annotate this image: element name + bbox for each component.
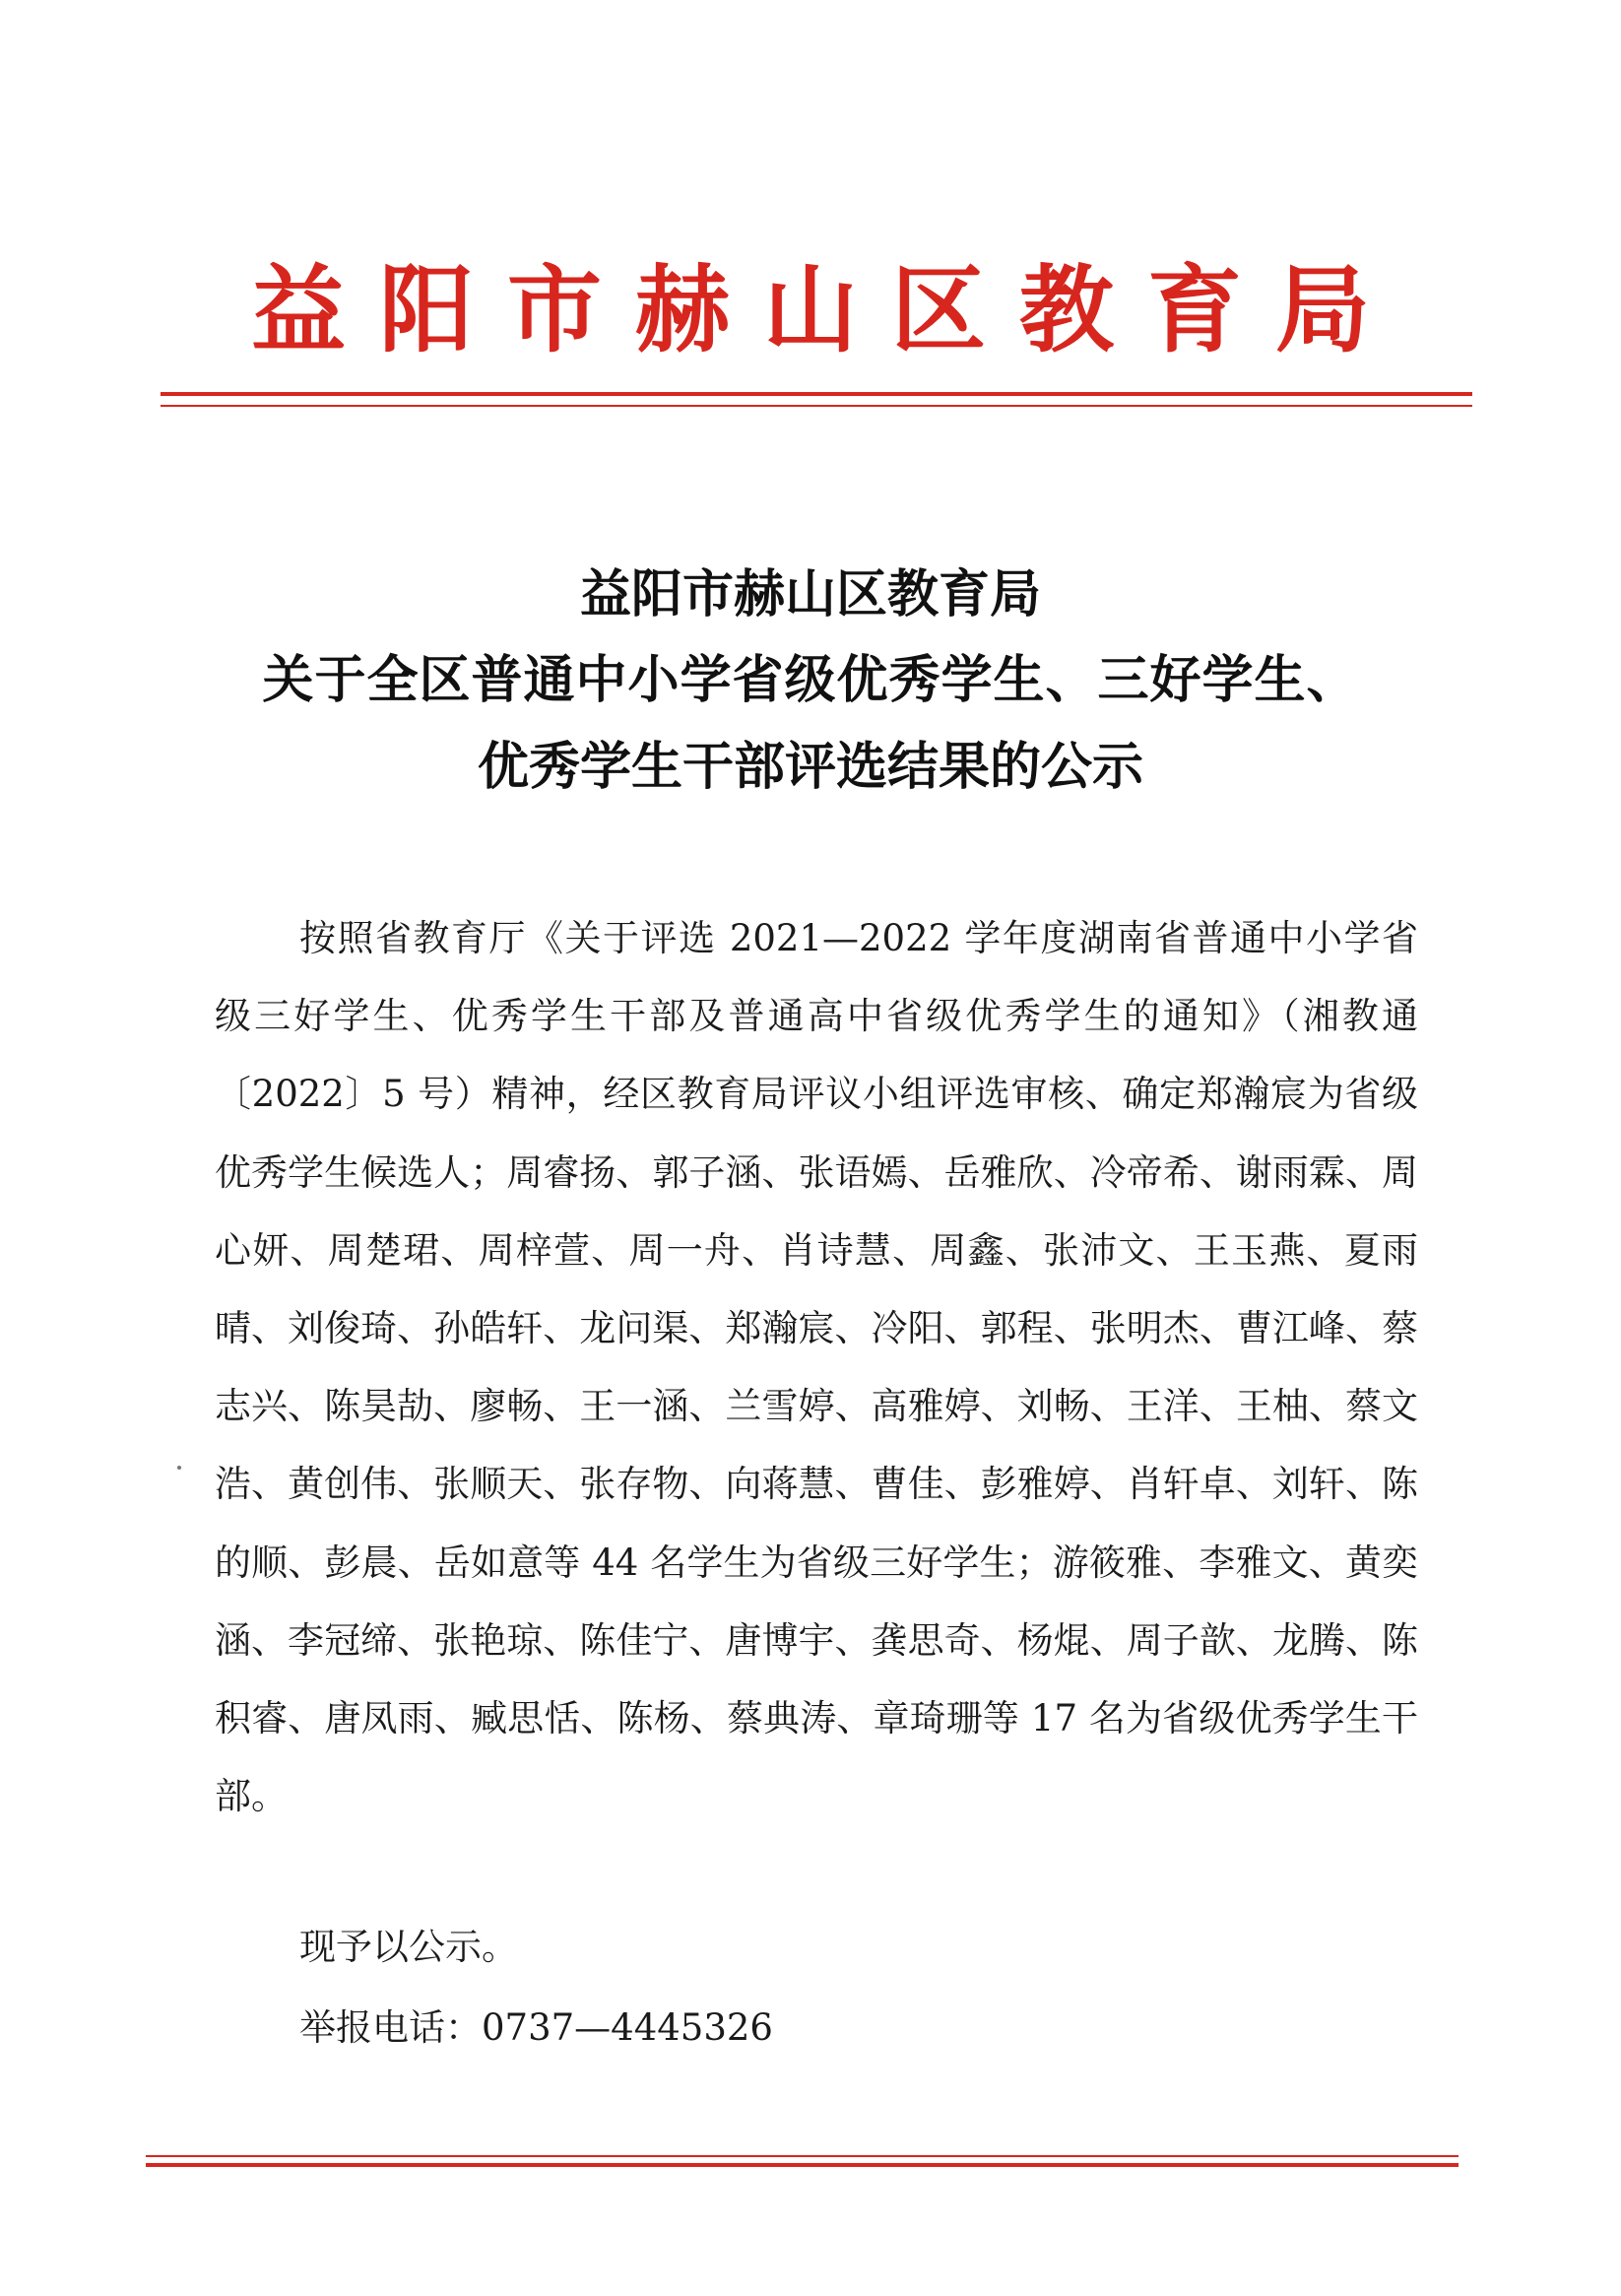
report-phone: 举报电话：0737—4445326	[299, 2006, 773, 2049]
footer-rule-thin	[146, 2155, 1459, 2157]
letterhead-rule-thick	[161, 392, 1472, 396]
letterhead-org-name: 益阳市赫山区教育局	[251, 255, 1403, 365]
document-title-line2: 关于全区普通中小学省级优秀学生、三好学生、	[262, 650, 1359, 710]
scan-speck	[177, 1466, 181, 1470]
body-paragraph: 按照省教育厅《关于评选 2021—2022 学年度湖南省普通中小学省级三好学生、优秀学生干部及普通高中省级优秀学生的通知》（湘教通〔2022〕5 号）精神，经区教育局评议小组评选审核、确定郑瀚宸为省级优秀学生候选人；周睿扬、郭子涵、张语嫣、岳雅欣、冷帝希、谢雨霖、周心妍、周楚珺、周梓萱、周一舟、肖诗慧、周鑫、张沛文、王玉燕、夏雨晴、刘俊琦、孙皓轩、龙问渠、郑瀚宸、冷阳、郭程、张明杰、曹江峰、蔡志兴、陈昊劼、廖畅、王一涵、兰雪婷、高雅婷、刘畅、王洋、王柚、蔡文浩、黄创伟、张顺天、张存物、向蒋慧、曹佳、彭雅婷、肖轩卓、刘轩、陈的顺、彭晨、岳如意等 44 名学生为省级三好学生；游筱雅、李雅文、黄奕涵、李冠缔、张艳琼、陈佳宁、唐博宇、龚思奇、杨焜、周子歆、龙腾、陈积睿、唐凤雨、臧思恬、陈杨、蔡典涛、章琦珊等 17 名为省级优秀学生干部。	[215, 917, 1418, 1818]
notice-statement: 现予以公示。	[299, 1926, 518, 1968]
letterhead-rule-thin	[161, 405, 1472, 407]
footer-rule-thick	[146, 2163, 1459, 2167]
document-title-line1: 益阳市赫山区教育局	[579, 564, 1041, 624]
document-title-line3: 优秀学生干部评选结果的公示	[477, 737, 1143, 797]
